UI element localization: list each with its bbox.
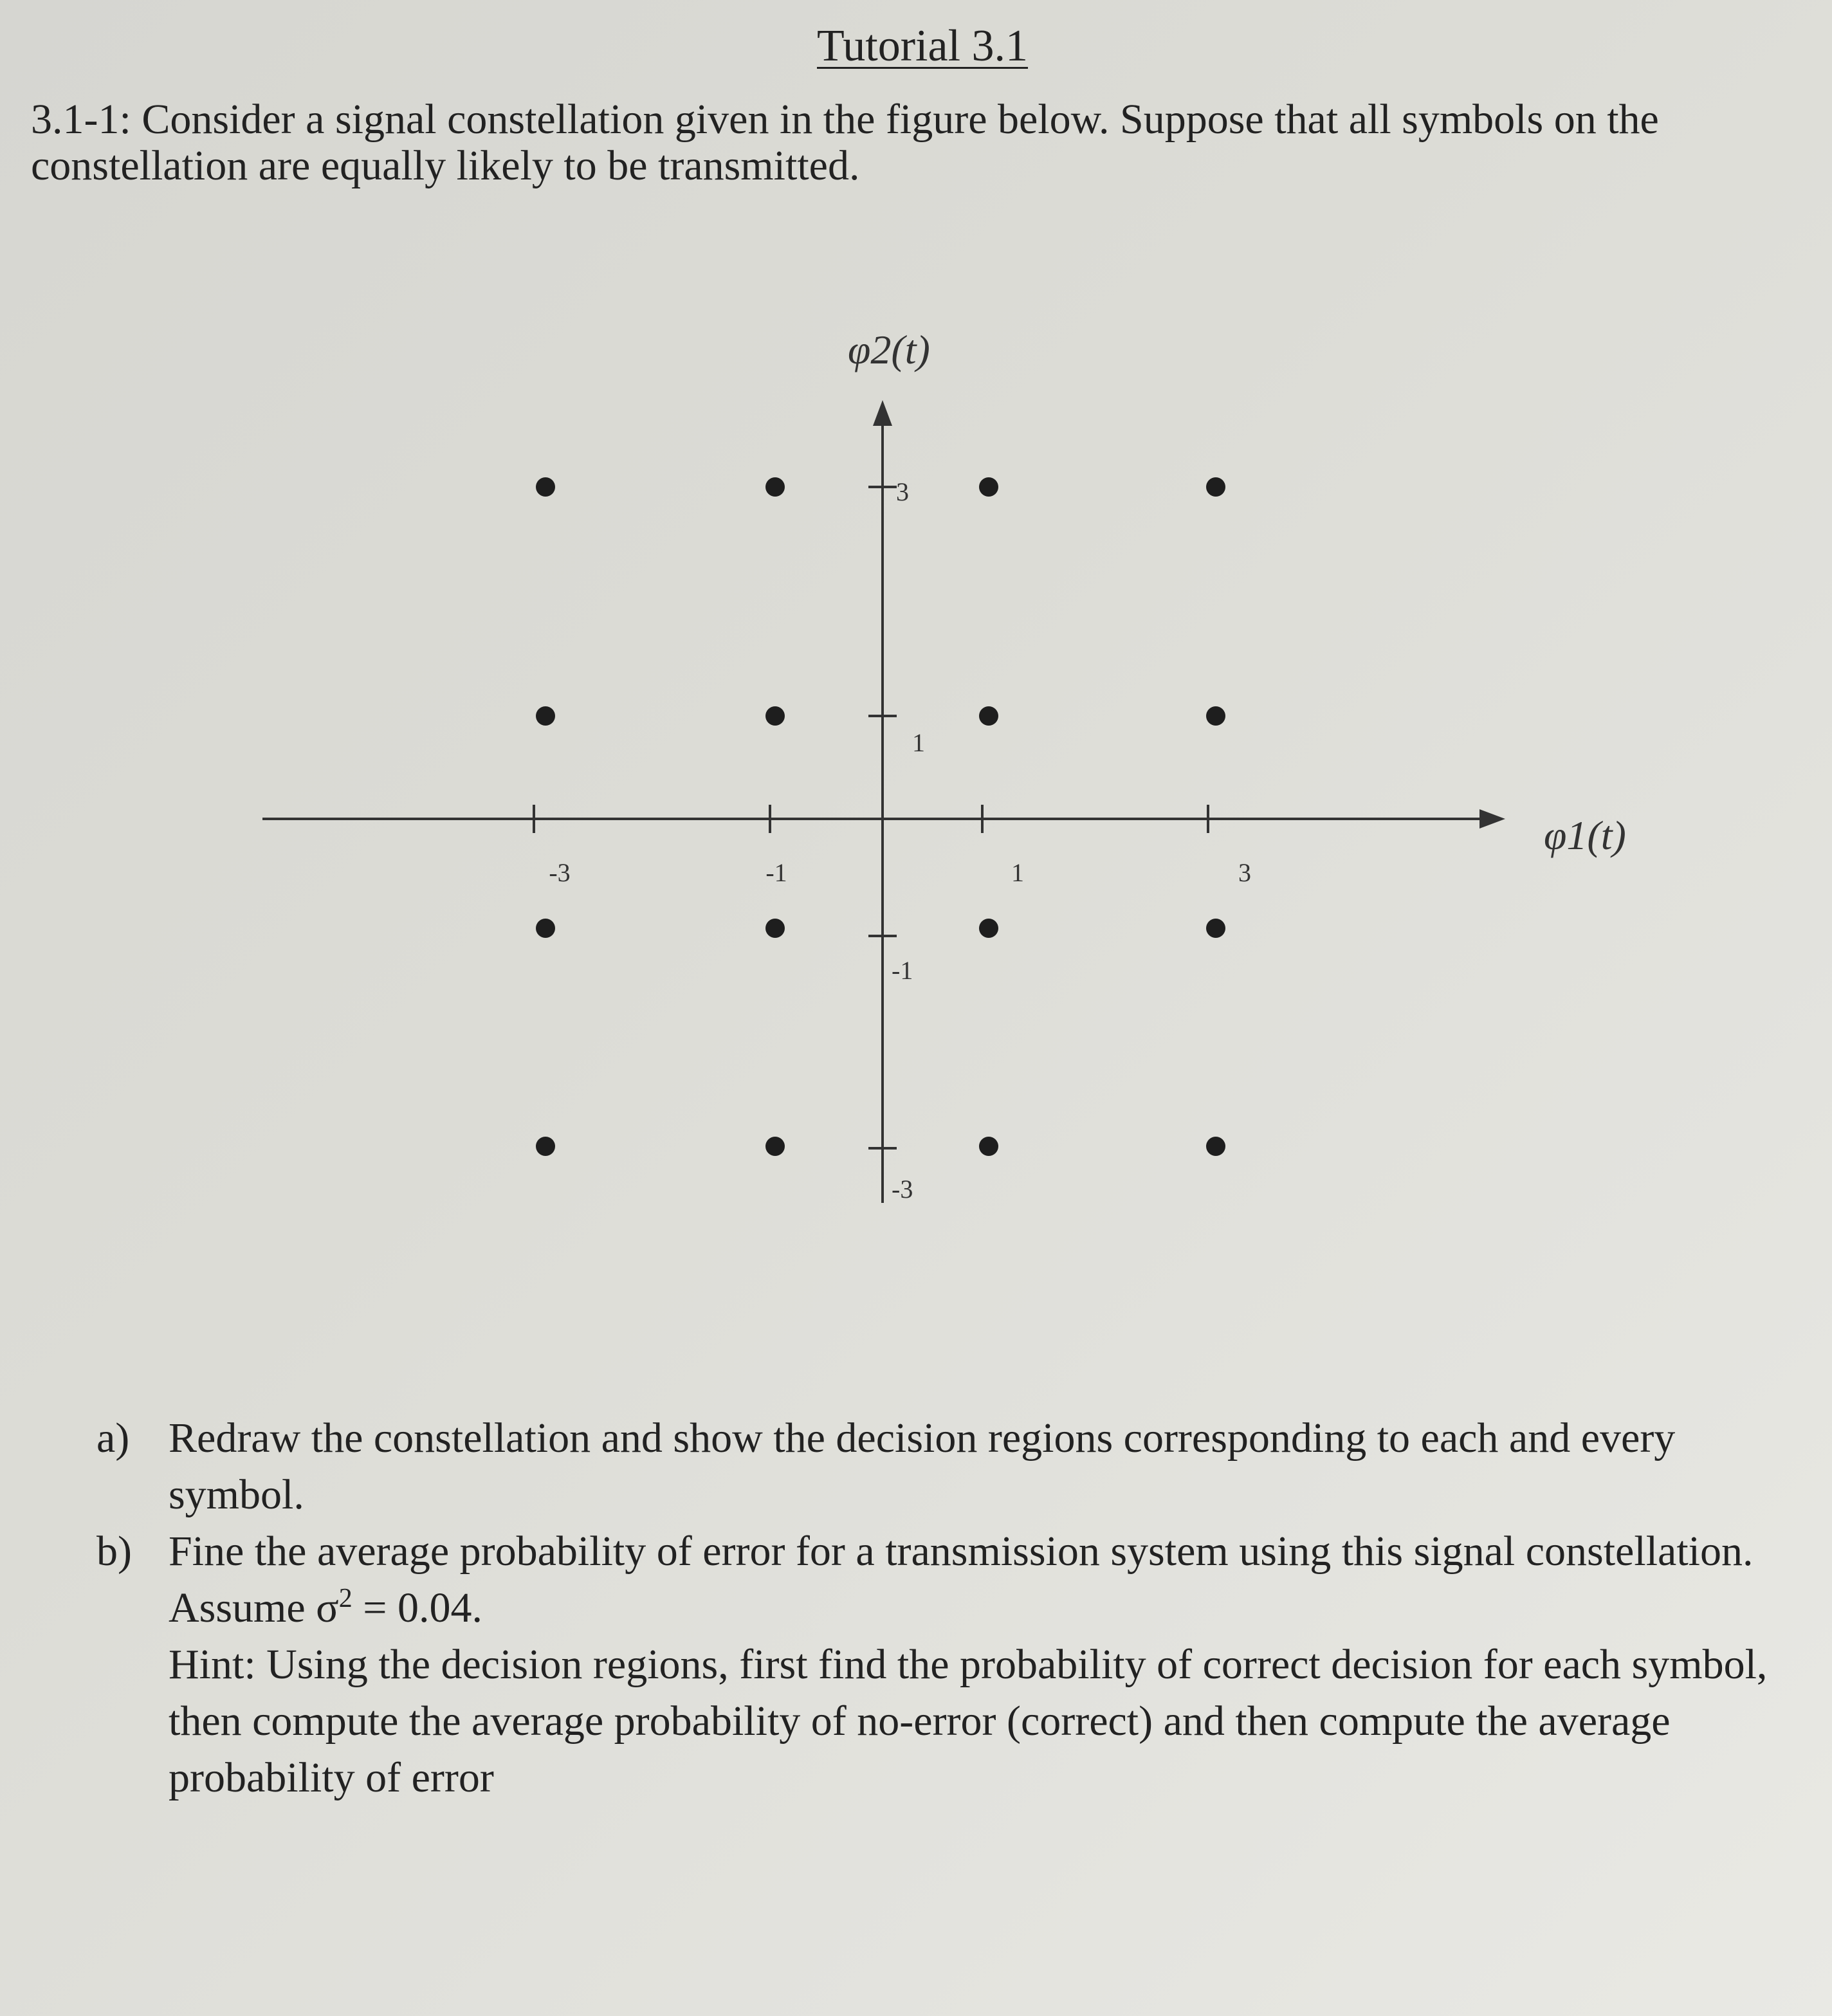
constellation-point bbox=[765, 477, 785, 497]
problem-text: Consider a signal constellation given in the figure below. Suppose that all symbols on the constellation are equally likely to be transmitted. bbox=[31, 96, 1659, 189]
constellation-point bbox=[765, 1137, 785, 1156]
question-b-marker: b) bbox=[96, 1528, 132, 1575]
questions bbox=[96, 1410, 1808, 1806]
question-b-text: Fine the average probability of error for a transmission system using this signal constellation. Assume $\sigma^2 = 0.04$. bbox=[169, 1528, 1754, 1631]
constellation-point bbox=[765, 919, 785, 938]
x-tick-label: 1 bbox=[1011, 858, 1024, 887]
y-tick-label: 1 bbox=[912, 728, 925, 757]
constellation-point bbox=[1206, 919, 1225, 938]
y-axis-arrow bbox=[873, 400, 892, 426]
x-tick-label: 3 bbox=[1238, 858, 1251, 887]
constellation-point bbox=[536, 706, 555, 726]
question-a bbox=[96, 1410, 1808, 1523]
problem-number: 3.1-1: bbox=[31, 96, 131, 143]
constellation-point bbox=[1206, 1137, 1225, 1156]
axes bbox=[262, 400, 1505, 1203]
constellation-point bbox=[1206, 477, 1225, 497]
x-tick-label: -1 bbox=[765, 858, 787, 887]
constellation-point bbox=[1206, 706, 1225, 726]
y-tick-label: 3 bbox=[896, 477, 909, 506]
x-tick-label: -3 bbox=[549, 858, 571, 887]
page-title: Tutorial 3.1 bbox=[817, 21, 1029, 71]
constellation-point bbox=[979, 477, 998, 497]
y-tick-label: -3 bbox=[892, 1175, 913, 1204]
tick-labels bbox=[549, 477, 1251, 1204]
question-a-marker: a) bbox=[96, 1415, 130, 1462]
constellation-point bbox=[536, 919, 555, 938]
y-tick-label: -1 bbox=[892, 956, 913, 985]
question-b-hint: Hint: Using the decision regions, first find the probability of correct decision for each symbol, then compute the average probability of no-error (correct) and then compute the average probability of error bbox=[169, 1641, 1768, 1801]
question-b bbox=[96, 1523, 1808, 1806]
constellation-point bbox=[536, 1137, 555, 1156]
constellation-point bbox=[979, 919, 998, 938]
constellation-points bbox=[536, 477, 1225, 1156]
constellation-point bbox=[765, 706, 785, 726]
constellation-point bbox=[979, 706, 998, 726]
question-a-text: Redraw the constellation and show the decision regions corresponding to each and every symbol. bbox=[169, 1415, 1676, 1518]
x-axis-label: φ1(t) bbox=[1544, 812, 1626, 858]
x-axis-arrow bbox=[1479, 809, 1505, 829]
constellation-point bbox=[979, 1137, 998, 1156]
sigma-exponent: 2 bbox=[338, 1584, 353, 1613]
y-axis-label: φ2(t) bbox=[848, 327, 930, 372]
constellation-point bbox=[536, 477, 555, 497]
